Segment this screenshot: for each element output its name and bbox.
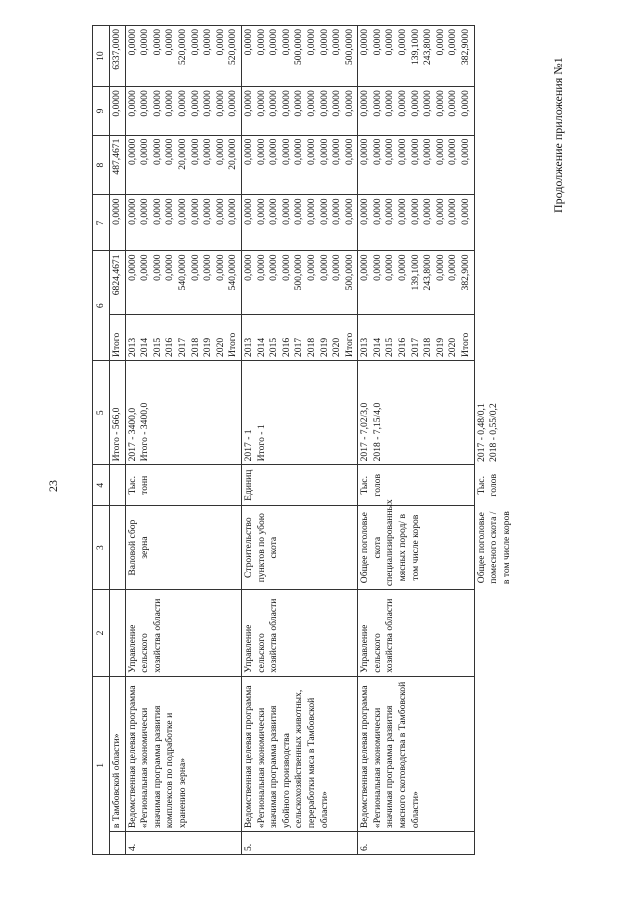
cell-value: 382,9000 [460, 254, 472, 291]
cell-value: 0,0000 [343, 90, 355, 117]
cell-value: 0,0000 [255, 29, 267, 56]
values-c6 [125, 251, 241, 315]
cell-value: 0,0000 [331, 29, 343, 56]
cell-value: 0,0000 [214, 198, 226, 225]
header-col-9: 9 [93, 87, 110, 135]
program-row [241, 26, 357, 855]
cell-value: 0,0000 [371, 198, 383, 225]
cell-value: 0,0000 [460, 198, 472, 225]
cell-value: 0,0000 [447, 198, 459, 225]
program-name: Ведомственная целевая программа «Региональная экономически значимая программа развития убойного производства сельскохозяйственных животных, переработки мяса в Тамбовской области» [241, 676, 357, 831]
cell-value: 0,0000 [460, 90, 472, 117]
cell-value: 139,1000 [409, 29, 421, 65]
cell-value: 0,0000 [227, 198, 239, 225]
cell-value: 0,0000 [126, 254, 138, 281]
lead-row [110, 26, 126, 855]
cell-value: 0,0000 [305, 29, 317, 56]
targets-cell [358, 360, 474, 464]
cell-value: 0,0000 [371, 29, 383, 56]
cell-value: 0,0000 [409, 198, 421, 225]
cell-value: 0,0000 [397, 254, 409, 281]
cell-value: 0,0000 [176, 90, 188, 117]
cell-value: 0,0000 [359, 254, 371, 281]
cell-value: 0,0000 [331, 90, 343, 117]
year-label: 2018 [189, 337, 201, 357]
header-row [93, 26, 110, 855]
values-c8 [358, 135, 474, 195]
year-label: 2015 [151, 337, 163, 357]
values-c7 [241, 195, 357, 251]
cell-value: 0,0000 [293, 198, 305, 225]
lead-text: в Тамбовской области» [110, 676, 126, 831]
years-cell [241, 315, 357, 361]
header-col-5: 5 [93, 360, 110, 464]
cell-value: 0,0000 [293, 138, 305, 165]
cell-value: 0,0000 [151, 198, 163, 225]
lead-col9: 0,0000 [110, 87, 126, 135]
cell-value: 0,0000 [331, 138, 343, 165]
years-cell [125, 315, 241, 361]
cell-value: 520,0000 [227, 29, 239, 65]
cell-value: 0,0000 [343, 198, 355, 225]
cell-value: 0,0000 [126, 138, 138, 165]
cell-value: 520,0000 [176, 29, 188, 65]
cell-value: 0,0000 [164, 254, 176, 281]
cell-value: 0,0000 [397, 138, 409, 165]
cell-value: 0,0000 [126, 198, 138, 225]
targets-cell [241, 360, 357, 464]
row-number: 6. [358, 832, 474, 855]
cell-value: 0,0000 [189, 29, 201, 56]
cell-value: 0,0000 [434, 198, 446, 225]
cell-value: 0,0000 [151, 254, 163, 281]
cell-value: 0,0000 [384, 254, 396, 281]
cell-value: 0,0000 [214, 138, 226, 165]
cell-value: 0,0000 [164, 29, 176, 56]
cell-value: 0,0000 [280, 90, 292, 117]
cell-value: 0,0000 [318, 138, 330, 165]
cell-value: 500,0000 [293, 29, 305, 65]
program-table [92, 25, 514, 855]
values-c10 [241, 26, 357, 87]
cell-value: 540,0000 [176, 254, 188, 291]
cell-value: 0,0000 [434, 254, 446, 281]
cell-value: 0,0000 [189, 254, 201, 281]
cell-value: 0,0000 [447, 29, 459, 56]
cell-value: 0,0000 [268, 90, 280, 117]
lead-col10: 6337,0000 [110, 26, 126, 87]
cell-value: 0,0000 [280, 254, 292, 281]
lead-year: Итого [110, 315, 126, 361]
cell-value: 0,0000 [189, 198, 201, 225]
year-label: 2018 [305, 337, 317, 357]
year-label: 2014 [371, 337, 383, 357]
values-c9 [241, 87, 357, 135]
cell-value: 0,0000 [214, 90, 226, 117]
cell-value: 540,0000 [227, 254, 239, 291]
cell-value: 0,0000 [202, 90, 214, 117]
cell-value: 0,0000 [189, 138, 201, 165]
cell-value: 0,0000 [384, 90, 396, 117]
year-label: 2020 [331, 337, 343, 357]
year-label: 2014 [139, 337, 151, 357]
cell-value: 0,0000 [384, 198, 396, 225]
cell-value: 0,0000 [139, 138, 151, 165]
cell-value: 0,0000 [242, 198, 254, 225]
tail-unit: Тыс. голов [475, 474, 500, 497]
year-label: 2013 [242, 337, 254, 357]
cell-value: 0,0000 [242, 90, 254, 117]
year-label: 2015 [384, 337, 396, 357]
year-label: 2020 [214, 337, 226, 357]
lead-col8: 487,4671 [110, 135, 126, 195]
year-label: 2019 [434, 337, 446, 357]
cell-value: 0,0000 [214, 254, 226, 281]
table-body [110, 26, 515, 855]
page-number: 23 [46, 480, 60, 492]
year-label: 2019 [202, 337, 214, 357]
lead-num [110, 832, 126, 855]
year-label: 2014 [255, 337, 267, 357]
cell-value: 0,0000 [447, 90, 459, 117]
cell-value: 0,0000 [318, 198, 330, 225]
cell-value: 0,0000 [305, 90, 317, 117]
year-label: 2016 [397, 337, 409, 357]
year-label: 2015 [268, 337, 280, 357]
unit: Тыс. голов [358, 465, 474, 506]
target-value: 2017 - 1 [242, 429, 254, 462]
cell-value: 382,9000 [460, 29, 472, 65]
cell-value: 20,0000 [176, 138, 188, 170]
cell-value: 0,0000 [202, 254, 214, 281]
cell-value: 0,0000 [397, 29, 409, 56]
cell-value: 0,0000 [318, 29, 330, 56]
cell-value: 20,0000 [227, 138, 239, 170]
cell-value: 0,0000 [164, 198, 176, 225]
targets-cell [125, 360, 241, 464]
cell-value: 0,0000 [176, 198, 188, 225]
year-label: Итого [460, 332, 472, 357]
unit: Единиц [241, 465, 357, 506]
header-col-3: 3 [93, 506, 110, 590]
cell-value: 0,0000 [139, 198, 151, 225]
year-label: 2017 [293, 337, 305, 357]
cell-value: 0,0000 [331, 198, 343, 225]
indicator: Валовой сбор зерна [125, 506, 241, 590]
unit: Тыс. тонн [125, 465, 241, 506]
values-c9 [125, 87, 241, 135]
cell-value: 0,0000 [189, 90, 201, 117]
executor: Управление сельского хозяйства области [241, 590, 357, 677]
cell-value: 0,0000 [359, 138, 371, 165]
year-label: 2013 [126, 337, 138, 357]
cell-value: 0,0000 [447, 138, 459, 165]
cell-value: 0,0000 [242, 254, 254, 281]
cell-value: 0,0000 [384, 29, 396, 56]
cell-value: 0,0000 [409, 90, 421, 117]
cell-value: 0,0000 [447, 254, 459, 281]
cell-value: 0,0000 [422, 198, 434, 225]
year-label: Итого [227, 332, 239, 357]
values-c7 [125, 195, 241, 251]
cell-value: 0,0000 [139, 29, 151, 56]
values-c6 [241, 251, 357, 315]
cell-value: 0,0000 [460, 138, 472, 165]
cell-value: 0,0000 [318, 254, 330, 281]
lead-total: 6824,4671 [110, 251, 126, 315]
cell-value: 0,0000 [202, 138, 214, 165]
target-value: Итого - 3400,0 [139, 402, 151, 462]
cell-value: 0,0000 [242, 138, 254, 165]
cell-value: 0,0000 [422, 138, 434, 165]
executor: Управление сельского хозяйства области [125, 590, 241, 677]
cell-value: 0,0000 [280, 198, 292, 225]
header-col-1: 1 [93, 676, 110, 854]
indicator: Общее поголовье скота специализированных мясных пород/ в том числе коров [358, 506, 474, 590]
header-col-7: 7 [93, 195, 110, 251]
year-label: 2019 [318, 337, 330, 357]
cell-value: 0,0000 [371, 90, 383, 117]
cell-value: 0,0000 [359, 198, 371, 225]
cell-value: 0,0000 [164, 138, 176, 165]
cell-value: 0,0000 [331, 254, 343, 281]
cell-value: 0,0000 [255, 138, 267, 165]
cell-value: 0,0000 [268, 29, 280, 56]
lead-target: Итого - 566,0 [110, 360, 126, 464]
header-col-8: 8 [93, 135, 110, 195]
cell-value: 0,0000 [139, 254, 151, 281]
cell-value: 0,0000 [255, 90, 267, 117]
cell-value: 0,0000 [409, 138, 421, 165]
values-c7 [358, 195, 474, 251]
values-c8 [241, 135, 357, 195]
cell-value: 0,0000 [126, 29, 138, 56]
cell-value: 0,0000 [422, 90, 434, 117]
cell-value: 243,8000 [422, 254, 434, 291]
cell-value: 0,0000 [255, 254, 267, 281]
cell-value: 0,0000 [305, 254, 317, 281]
cell-value: 0,0000 [139, 90, 151, 117]
year-label: 2020 [447, 337, 459, 357]
cell-value: 0,0000 [359, 90, 371, 117]
cell-value: 0,0000 [305, 138, 317, 165]
tail-row [474, 26, 514, 855]
cell-value: 0,0000 [434, 29, 446, 56]
cell-value: 0,0000 [434, 138, 446, 165]
cell-value: 139,1000 [409, 254, 421, 291]
cell-value: 0,0000 [151, 90, 163, 117]
rotated-sheet [92, 25, 597, 855]
cell-value: 500,0000 [293, 254, 305, 291]
tail-targets [474, 360, 514, 464]
cell-value: 500,0000 [343, 29, 355, 65]
target-value: Итого - 1 [255, 424, 267, 462]
target-value: 2018 - 0,55/0,2 [488, 403, 500, 462]
program-row [125, 26, 241, 855]
cell-value: 0,0000 [384, 138, 396, 165]
cell-value: 0,0000 [434, 90, 446, 117]
cell-value: 0,0000 [268, 254, 280, 281]
cell-value: 0,0000 [397, 198, 409, 225]
cell-value: 243,8000 [422, 29, 434, 65]
lead-col7: 0,0000 [110, 195, 126, 251]
cell-value: 0,0000 [202, 198, 214, 225]
cell-value: 0,0000 [242, 29, 254, 56]
cell-value: 0,0000 [280, 138, 292, 165]
year-label: 2017 [409, 337, 421, 357]
year-label: 2013 [359, 337, 371, 357]
cell-value: 0,0000 [305, 198, 317, 225]
cell-value: 0,0000 [126, 90, 138, 117]
target-value: 2017 - 7,02/3,0 [359, 402, 371, 462]
cell-value: 0,0000 [151, 138, 163, 165]
program-row [358, 26, 474, 855]
year-label: 2018 [422, 337, 434, 357]
continuation-caption: Продолжение приложения №1 [551, 57, 565, 213]
row-number: 5. [241, 832, 357, 855]
header-col-6: 6 [93, 251, 110, 361]
values-c10 [358, 26, 474, 87]
cell-value: 0,0000 [371, 254, 383, 281]
cell-value: 0,0000 [151, 29, 163, 56]
cell-value: 0,0000 [343, 138, 355, 165]
header-col-2: 2 [93, 590, 110, 677]
program-name: Ведомственная целевая программа «Региональная экономически значимая программа развития мясного скотоводства в Тамбовской области» [358, 676, 474, 831]
year-label: 2016 [280, 337, 292, 357]
cell-value: 0,0000 [371, 138, 383, 165]
executor: Управление сельского хозяйства области [358, 590, 474, 677]
cell-value: 0,0000 [202, 29, 214, 56]
values-c10 [125, 26, 241, 87]
years-cell [358, 315, 474, 361]
tail-indicator: Общее поголовье помесного скота / в том числе коров [475, 511, 512, 585]
cell-value: 0,0000 [214, 29, 226, 56]
values-c6 [358, 251, 474, 315]
header-col-10: 10 [93, 26, 110, 87]
cell-value: 0,0000 [318, 90, 330, 117]
target-value: 2018 - 7,15/4,0 [371, 402, 383, 462]
values-c9 [358, 87, 474, 135]
cell-value: 0,0000 [164, 90, 176, 117]
cell-value: 0,0000 [397, 90, 409, 117]
target-value: 2017 - 3400,0 [126, 407, 138, 462]
cell-value: 0,0000 [268, 138, 280, 165]
program-name: Ведомственная целевая программа «Региональная экономически значимая программа развития комплексов по подработке и хранению зерна» [125, 676, 241, 831]
cell-value: 0,0000 [280, 29, 292, 56]
header-col-4: 4 [93, 465, 110, 506]
cell-value: 500,0000 [343, 254, 355, 291]
indicator: Строительство пунктов по убою скота [241, 506, 357, 590]
cell-value: 0,0000 [227, 90, 239, 117]
target-value: 2017 - 0,48/0,1 [475, 403, 487, 462]
row-number: 4. [125, 832, 241, 855]
year-label: 2017 [176, 337, 188, 357]
year-label: 2016 [164, 337, 176, 357]
cell-value: 0,0000 [359, 29, 371, 56]
cell-value: 0,0000 [268, 198, 280, 225]
cell-value: 0,0000 [293, 90, 305, 117]
values-c8 [125, 135, 241, 195]
cell-value: 0,0000 [255, 198, 267, 225]
year-label: Итого [343, 332, 355, 357]
